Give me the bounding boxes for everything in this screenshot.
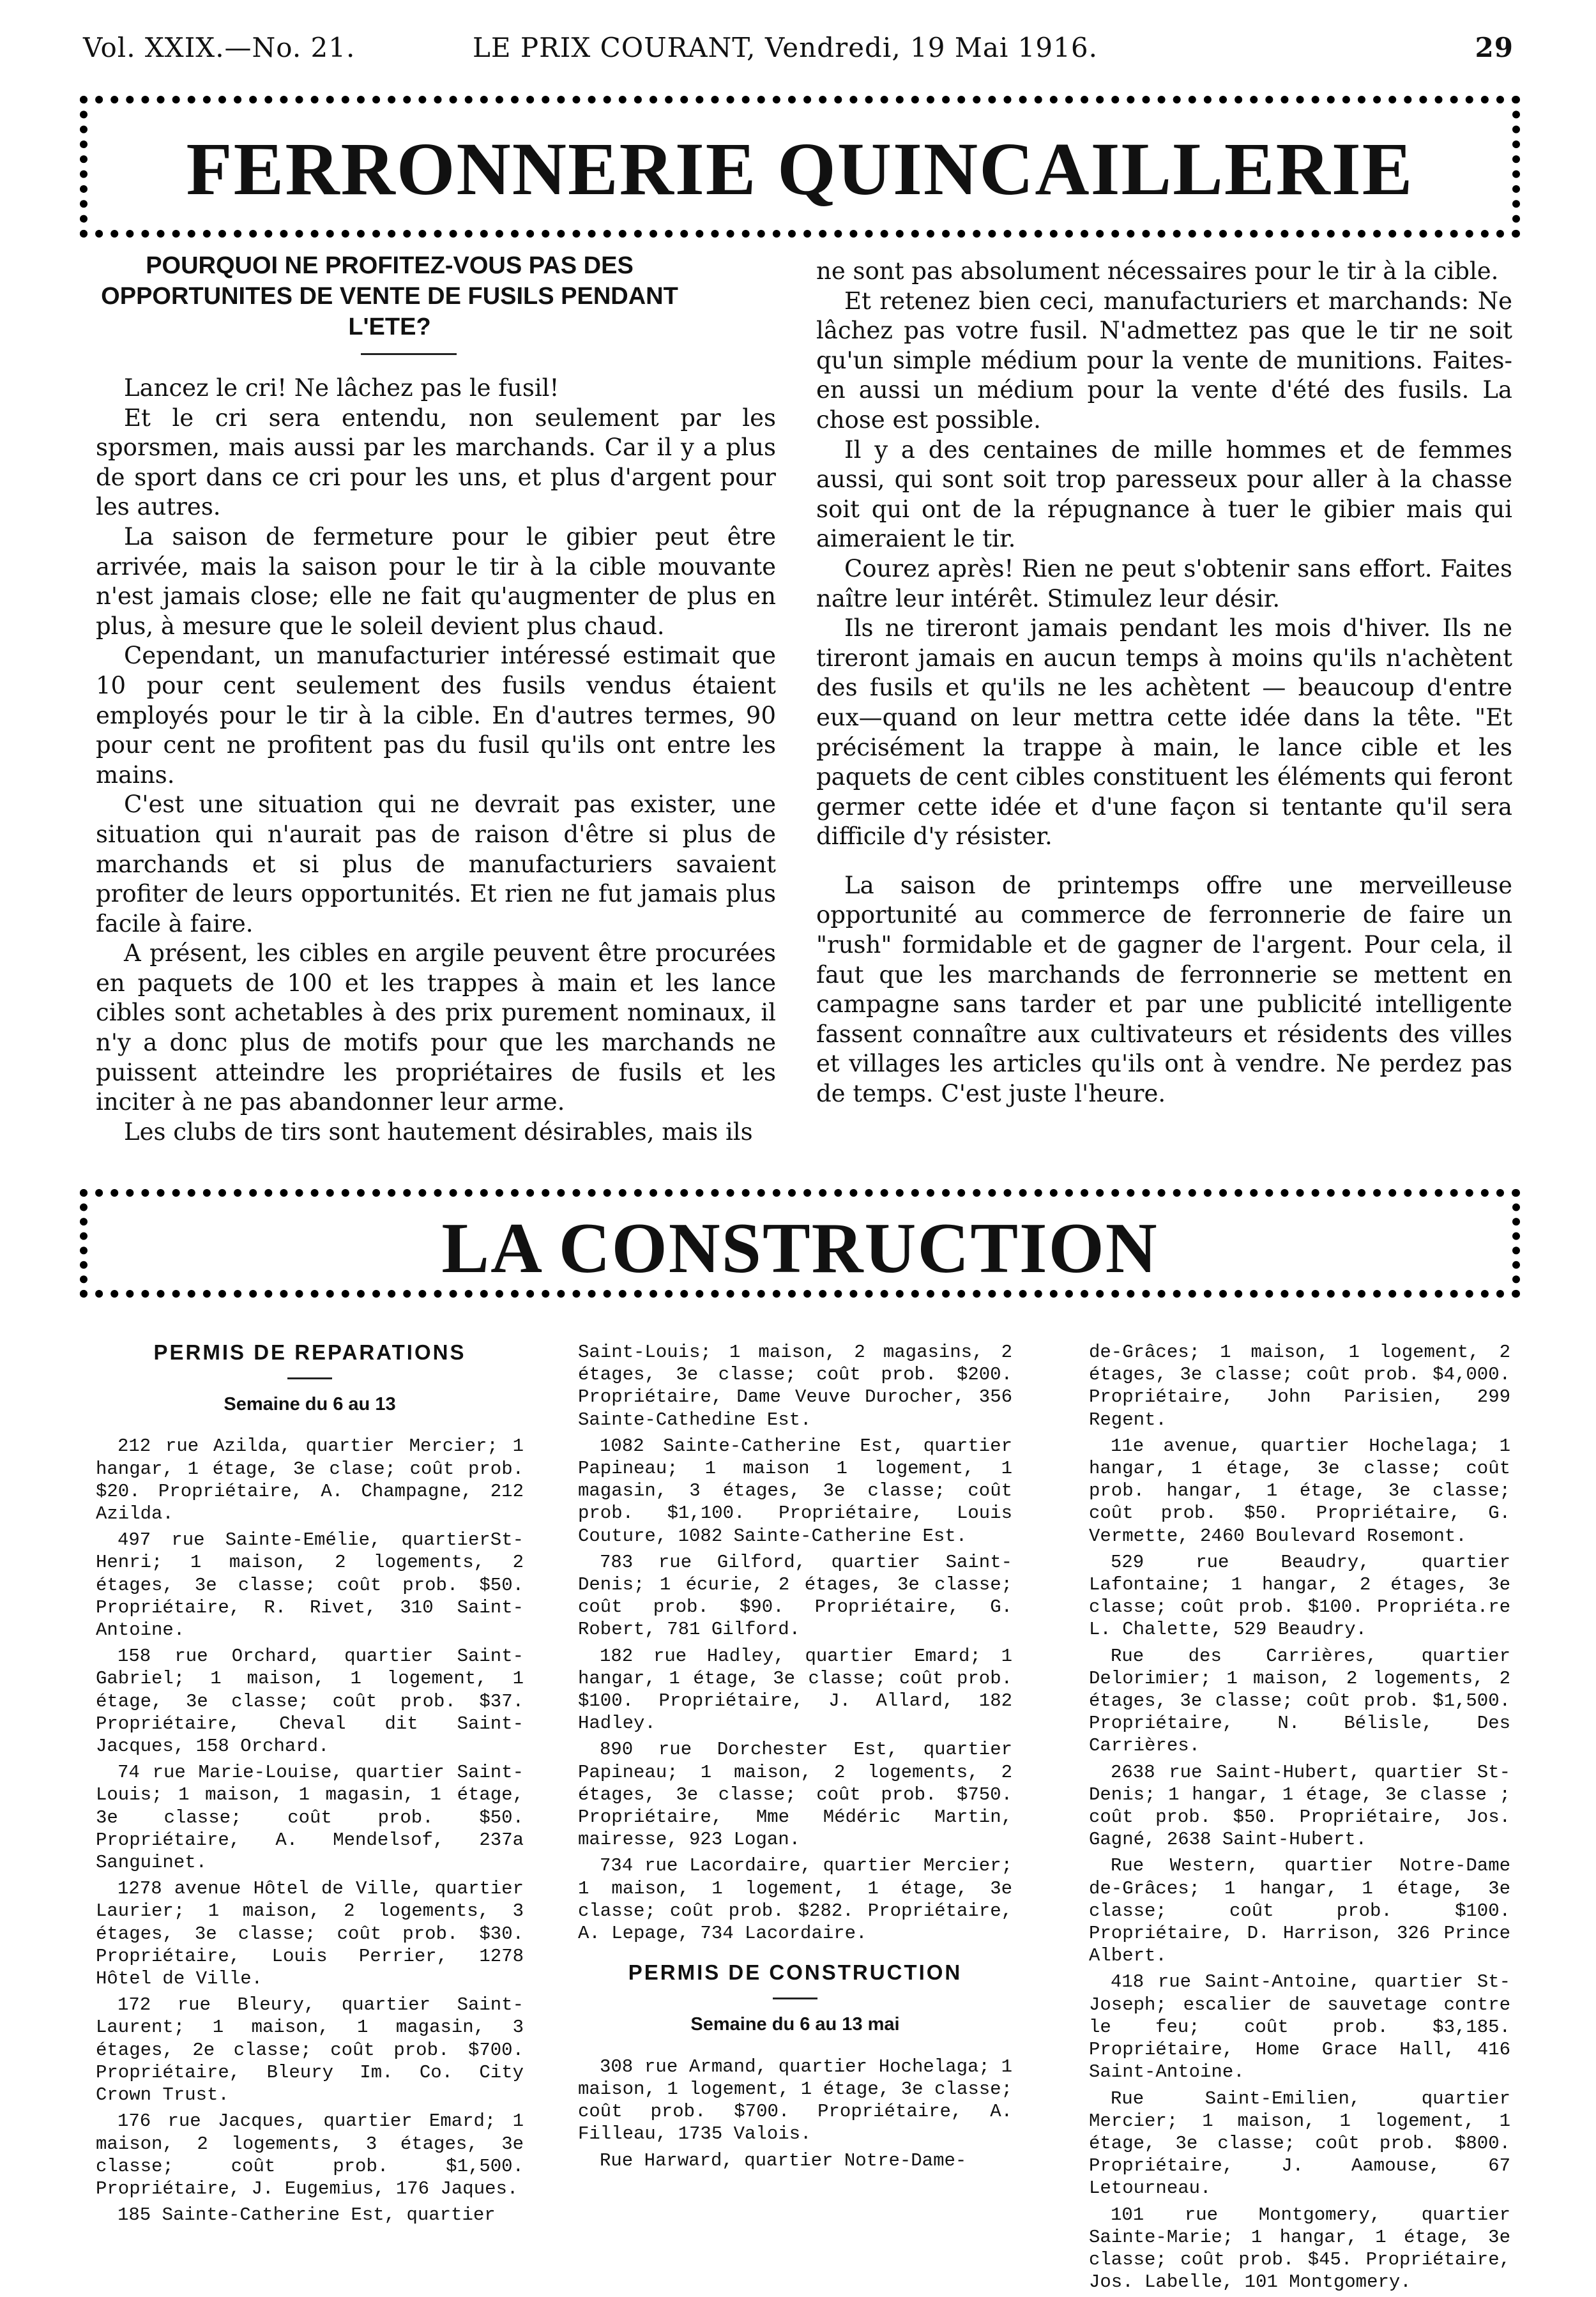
page-number: 29 bbox=[1475, 32, 1514, 63]
paragraph: Et le cri sera entendu, non seulement par les sporsmen, mais aussi par les marchands. Car il y a plus de sport dans ce cri pour les uns, et plus d'argent pour les autres. bbox=[96, 404, 776, 521]
permit-entry: Saint-Louis; 1 maison, 2 magasins, 2 étages, 3e classe; coût prob. $200. Propriétaire, Dame Veuve Durocher, 356 Sainte-Cathedine Est. bbox=[578, 1342, 1012, 1430]
paragraph: C'est une situation qui ne devrait pas exister, une situation qui n'aurait pas de raison d'être si plus de marchands et si plus de manufacturiers savaient profiter de leurs opportunités. Et rien ne fut jamais plus facile à faire. bbox=[96, 791, 776, 937]
permit-entry: 1278 avenue Hôtel de Ville, quartier Laurier; 1 maison, 2 logements, 3 étages, 3e classe; coût prob. $30. Propriétaire, Louis Perrier, 1278 Hôtel de Ville. bbox=[96, 1878, 524, 1990]
permit-entry: 497 rue Sainte-Emélie, quartierSt-Henri; 1 maison, 2 logements, 2 étages, 3e classe; coût prob. $50. Propriétaire, R. Rivet, 310 Saint-Antoine. bbox=[96, 1529, 524, 1641]
paragraph: Et retenez bien ceci, manufacturiers et marchands: Ne lâchez pas votre fusil. N'admettez pas que le tir ne soit qu'un simple médium pour la vente de munitions. Faites-en aussi un médium pour la vente d'été des fusils. La chose est possible. bbox=[816, 287, 1512, 434]
paragraph: Il y a des centaines de mille hommes et de femmes aussi, qui sont soit trop paresseux pour aller à la chasse soit qui ont de la répugnance à tuer le gibier mais qui aimeraient le tir. bbox=[816, 436, 1512, 553]
paragraph: Les clubs de tirs sont hautement désirables, mais ils bbox=[124, 1118, 753, 1146]
permit-entry: 176 rue Jacques, quartier Emard; 1 maison, 2 logements, 3 étages, 3e classe; coût prob. $1,500. Propriétaire, J. Eugemius, 176 Jaques. bbox=[96, 2111, 524, 2199]
permit-entry: 172 rue Bleury, quartier Saint-Laurent; 1 maison, 1 magasin, 3 étages, 2e classe; coût prob. $700. Propriétaire, Bleury Im. Co. City Crown Trust. bbox=[96, 1994, 524, 2106]
article-title: POURQUOI NE PROFITEZ-VOUS PAS DES OPPORTUNITES DE VENTE DE FUSILS PENDANT L'ETE? bbox=[101, 252, 678, 340]
section-title-ferronnerie: FERRONNERIE QUINCAILLERIE bbox=[186, 127, 1414, 211]
heading-construction-permits: PERMIS DE CONSTRUCTION bbox=[628, 1960, 962, 1985]
permit-entry: Rue Saint-Emilien, quartier Mercier; 1 maison, 1 logement, 1 étage, 3e classe; coût prob. $800. Propriétaire, J. Aamouse, 67 Letourneau. bbox=[1089, 2088, 1510, 2199]
permit-entry: Rue des Carrières, quartier Delorimier; 1 maison, 2 logements, 2 étages, 3e classe; coût prob. $1,500. Propriétaire, N. Bélisle, Des Carrières. bbox=[1089, 1645, 1510, 1757]
permit-entry: 11e avenue, quartier Hochelaga; 1 hangar, 1 étage, 3e classe; coût prob. hangar, 1 étage, 3e classe; coût prob. $50. Propriétaire, G. Vermette, 2460 Boulevard Rosemont. bbox=[1089, 1435, 1510, 1547]
paragraph: Cependant, un manufacturier intéressé estimait que 10 pour cent seulement des fusils vendus étaient employés pour le tir à la cible. En d'autres termes, 90 pour cent ne profitent pas du fusil qu'ils ont entre les mains. bbox=[96, 642, 776, 789]
article-right-column bbox=[816, 257, 1512, 1109]
permit-entry: Rue Western, quartier Notre-Dame de-Grâces; 1 hangar, 1 étage, 3e classe; coût prob. $100. Propriétaire, D. Harrison, 326 Prince Albert. bbox=[1089, 1855, 1510, 1967]
paragraph: La saison de printemps offre une merveilleuse opportunité au commerce de ferronnerie de faire un "rush" formidable et de gagner de l'argent. Pour cela, il faut que les marchands de ferronnerie se mettent en campagne sans tarder et par une publicité intelligente fassent connaître aux cultivateurs et résidents des villes et villages les articles qu'ils ont à vendre. Ne perdez pas de temps. C'est juste l'heure. bbox=[816, 871, 1512, 1108]
heading-repair-permits: PERMIS DE REPARATIONS bbox=[153, 1340, 466, 1364]
article-left-column bbox=[96, 374, 776, 1147]
permit-entry: 1082 Sainte-Catherine Est, quartier Papineau; 1 maison 1 logement, 1 magasin, 3 étages, 3e classe; coût prob. $1,100. Propriétaire, Louis Couture, 1082 Sainte-Catherine Est. bbox=[578, 1435, 1012, 1547]
permit-entry: 74 rue Marie-Louise, quartier Saint-Louis; 1 maison, 1 magasin, 1 étage, 3e classe; coût prob. $50. Propriétaire, A. Mendelsof, 237a Sanguinet. bbox=[96, 1762, 524, 1874]
paragraph: ne sont pas absolument nécessaires pour le tir à la cible. bbox=[816, 257, 1499, 285]
page-header bbox=[77, 32, 1526, 70]
permit-entry: 418 rue Saint-Antoine, quartier St-Joseph; escalier de sauvetage contre le feu; coût prob. $3,185. Propriétaire, Home Grace Hall, 416 Saint-Antoine. bbox=[1089, 1971, 1510, 2083]
permit-entry: 101 rue Montgomery, quartier Sainte-Marie; 1 hangar, 1 étage, 3e classe; coût prob. $45. Propriétaire, Jos. Labelle, 101 Montgomery. bbox=[1089, 2204, 1510, 2293]
permit-entry: 308 rue Armand, quartier Hochelaga; 1 maison, 1 logement, 1 étage, 3e classe; coût prob. $700. Propriétaire, A. Filleau, 1735 Valois. bbox=[578, 2056, 1012, 2145]
paragraph: Lancez le cri! Ne lâchez pas le fusil! bbox=[124, 374, 559, 402]
divider bbox=[361, 353, 457, 355]
divider bbox=[287, 1377, 332, 1379]
permit-entry: 182 rue Hadley, quartier Emard; 1 hangar, 1 étage, 3e classe; coût prob. $100. Propriétaire, J. Allard, 182 Hadley. bbox=[578, 1645, 1012, 1734]
section-title-construction: LA CONSTRUCTION bbox=[441, 1209, 1159, 1288]
permit-entry: 158 rue Orchard, quartier Saint-Gabriel; 1 maison, 1 logement, 1 étage, 3e classe; coût prob. $37. Propriétaire, Cheval dit Saint-Jacques, 158 Orchard. bbox=[96, 1646, 524, 1757]
volume-number: Vol. XXIX.—No. 21. bbox=[83, 32, 356, 63]
permit-entry: 212 rue Azilda, quartier Mercier; 1 hangar, 1 étage, 3e clase; coût prob. $20. Propriétaire, A. Champagne, 212 Azilda. bbox=[96, 1436, 524, 1525]
week-label: Semaine du 6 au 13 mai bbox=[690, 2014, 900, 2035]
divider bbox=[773, 1998, 817, 1999]
permit-entry: 734 rue Lacordaire, quartier Mercier; 1 maison, 1 logement, 1 étage, 3e classe; coût prob. $282. Propriétaire, A. Lepage, 734 Lacordaire. bbox=[578, 1855, 1012, 1944]
column-right bbox=[1089, 1341, 1510, 2297]
permit-entry: 2638 rue Saint-Hubert, quartier St-Denis; 1 hangar, 1 étage, 3e classe ; coût prob. $50. Propriétaire, Jos. Gagné, 2638 Saint-Hubert. bbox=[1089, 1761, 1510, 1851]
paragraph: Courez après! Rien ne peut s'obtenir sans effort. Faites naître leur intérêt. Stimulez leur désir. bbox=[816, 554, 1512, 612]
permit-entry: 529 rue Beaudry, quartier Lafontaine; 1 hangar, 2 étages, 3e classe; coût prob. $100. Propriéta.re L. Chalette, 529 Beaudry. bbox=[1089, 1551, 1510, 1641]
paragraph: A présent, les cibles en argile peuvent être procurées en paquets de 100 et les trappes à main et les lance cibles sont achetables à des prix purement nominaux, il n'y a donc plus de motifs pour que les marchands ne puissent atteindre les propriétaires de fusils et les inciter à ne pas abandonner leur arme. bbox=[96, 939, 776, 1116]
permit-entry: 783 rue Gilford, quartier Saint-Denis; 1 écurie, 2 étages, 3e classe; coût prob. $90. Propriétaire, G. Robert, 781 Gilford. bbox=[578, 1551, 1012, 1641]
column-middle bbox=[578, 1341, 1012, 2176]
permit-entry: 890 rue Dorchester Est, quartier Papineau; 1 maison, 2 logements, 2 étages, 3e classe; coût prob. $750. Propriétaire, Mme Médéric Martin, mairesse, 923 Logan. bbox=[578, 1739, 1012, 1851]
permit-entry: 185 Sainte-Catherine Est, quartier bbox=[118, 2204, 496, 2226]
publication-title: LE PRIX COURANT, Vendredi, 19 Mai 1916. bbox=[473, 32, 1098, 63]
week-label: Semaine du 6 au 13 bbox=[224, 1394, 396, 1415]
permit-entry: Rue Harward, quartier Notre-Dame- bbox=[600, 2149, 967, 2171]
permit-entry: de-Grâces; 1 maison, 1 logement, 2 étages, 3e classe; coût prob. $4,000. Propriétaire, John Parisien, 299 Regent. bbox=[1089, 1342, 1510, 1430]
paragraph: Ils ne tireront jamais pendant les mois d'hiver. Ils ne tireront jamais en aucun temps à moins qu'ils n'achètent des fusils et qu'ils ne les achètent — beaucoup d'entre eux—quand on leur mettra cette idée dans la tête. "Et précisément la trappe à main, le lance cible et les paquets de cent cibles constituent les éléments qui feront germer cette idée et d'une façon si tentante qu'il sera difficile d'y résister. bbox=[816, 614, 1512, 851]
column-repairs bbox=[96, 1341, 524, 2230]
paragraph: La saison de fermeture pour le gibier peut être arrivée, mais la saison pour le tir à la cible mouvante n'est jamais close; elle ne fait qu'augmenter de plus en plus, à mesure que le soleil devient plus chaud. bbox=[96, 522, 776, 640]
